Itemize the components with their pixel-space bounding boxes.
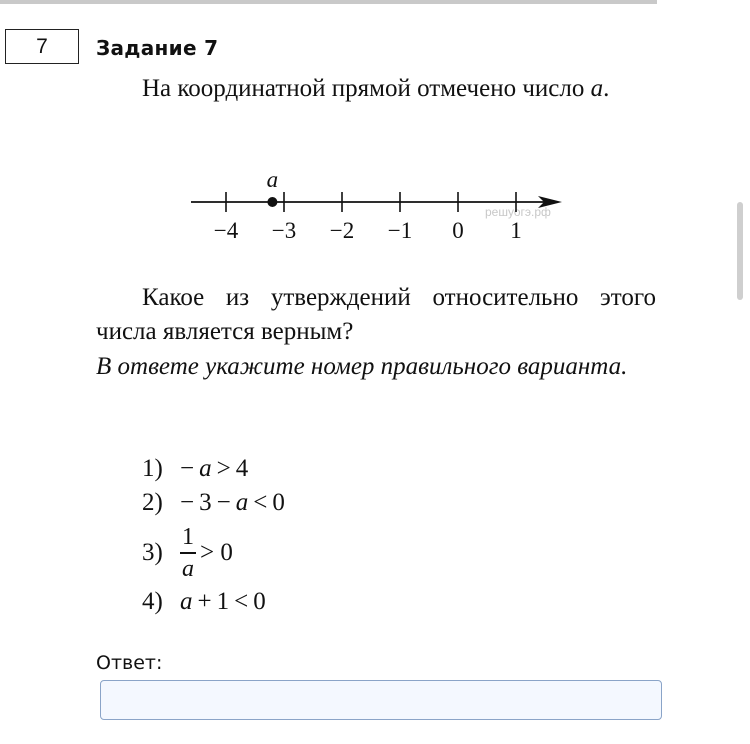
tick-label: −1	[387, 218, 413, 243]
instruction-text: В ответе укажите номер правильного варианта.	[96, 353, 628, 380]
option-number: 3)	[142, 538, 163, 566]
expr-part: 1	[216, 588, 230, 615]
expr-part: −	[180, 489, 195, 516]
page-scrollbar[interactable]	[737, 202, 743, 300]
expr-part: <	[253, 489, 268, 516]
expr-part: a	[199, 455, 212, 482]
expr-part: 3	[199, 489, 212, 516]
option-number: 1)	[142, 455, 163, 482]
expr-part: +	[197, 588, 212, 615]
expr-part: −	[180, 455, 195, 482]
task-number-box	[5, 29, 79, 64]
tick-label: −2	[329, 218, 355, 243]
option-4	[142, 588, 266, 616]
option-expression	[180, 588, 266, 616]
option-expression-rest: > 0	[200, 538, 233, 566]
tick-label: −3	[271, 218, 297, 243]
option-number: 4)	[142, 588, 163, 615]
answer-label: Ответ:	[96, 652, 163, 674]
intro-variable: a	[590, 75, 604, 102]
option-3	[142, 525, 233, 581]
question-text: Какое из утверждений относительно этого числа является верным?	[96, 284, 656, 345]
point-a-label: a	[266, 167, 279, 192]
tick-label: −4	[213, 218, 239, 243]
point-a-marker	[267, 197, 277, 207]
fraction-denominator: a	[182, 555, 194, 582]
option-expression	[180, 455, 248, 483]
task-number: 7	[36, 34, 48, 58]
option-number: 2)	[142, 489, 163, 516]
task-intro	[96, 72, 656, 106]
expr-part: a	[180, 588, 193, 615]
intro-end: .	[603, 75, 610, 102]
number-line-ticks	[214, 192, 522, 243]
fraction-bar	[180, 552, 196, 554]
expr-part: −	[216, 489, 231, 516]
option-expression	[180, 489, 285, 517]
tick-label: 0	[452, 218, 464, 243]
expr-part: a	[235, 489, 249, 516]
watermark: решуогэ.рф	[485, 205, 551, 219]
option-fraction	[180, 525, 196, 581]
expr-part: <	[234, 588, 249, 615]
option-2	[142, 489, 285, 517]
task-title: Задание 7	[96, 36, 219, 60]
expr-part: >	[216, 455, 231, 482]
expr-part: 0	[272, 489, 285, 516]
fraction-numerator: 1	[182, 524, 194, 550]
option-1	[142, 455, 248, 483]
top-divider	[0, 0, 657, 4]
intro-text: На координатной прямой отмечено число	[142, 75, 591, 102]
tick-label: 1	[510, 218, 522, 243]
expr-part: 0	[253, 588, 266, 615]
number-line-figure	[170, 160, 590, 250]
expr-part: 4	[235, 455, 249, 482]
answer-input[interactable]	[100, 680, 662, 720]
